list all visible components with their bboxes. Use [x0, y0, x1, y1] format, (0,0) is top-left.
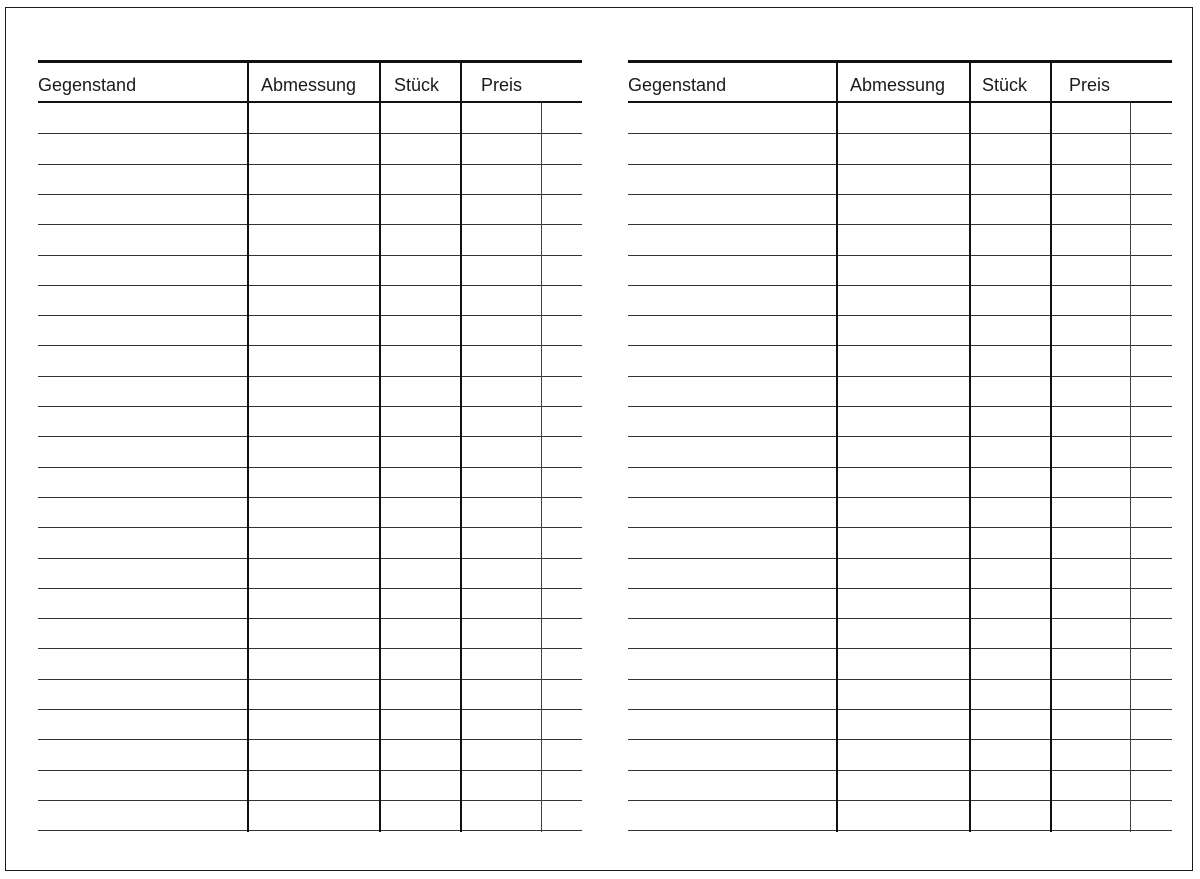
row-rule: [628, 285, 1172, 286]
inventory-form-right: [628, 60, 1172, 831]
row-rule: [628, 194, 1172, 195]
row-rule: [628, 133, 1172, 134]
column-header-preis: Preis: [481, 75, 523, 95]
inventory-form-left: [38, 60, 582, 831]
row-rule: [628, 406, 1172, 407]
row-rule: [38, 224, 582, 225]
row-rule: [628, 830, 1172, 831]
row-rule: [38, 800, 582, 801]
row-rule: [38, 376, 582, 377]
column-header-preis: Preis: [1069, 75, 1111, 95]
row-rule: [628, 255, 1172, 256]
row-rule: [38, 194, 582, 195]
row-rule: [38, 467, 582, 468]
row-rule: [628, 345, 1172, 346]
column-header-gegenstand: Gegenstand: [628, 75, 727, 95]
row-rule: [628, 739, 1172, 740]
row-rule: [628, 618, 1172, 619]
row-rule: [38, 255, 582, 256]
row-rule: [38, 739, 582, 740]
column-divider: [969, 63, 971, 832]
row-rule: [38, 709, 582, 710]
row-rule: [38, 830, 582, 831]
row-rule: [628, 436, 1172, 437]
row-rule: [38, 406, 582, 407]
row-rule: [38, 527, 582, 528]
row-rule: [38, 345, 582, 346]
price-cents-divider: [1130, 103, 1131, 832]
row-rule: [38, 588, 582, 589]
rows-area: [38, 103, 582, 831]
row-rule: [38, 164, 582, 165]
row-rule: [628, 315, 1172, 316]
column-divider: [460, 63, 462, 832]
row-rule: [38, 497, 582, 498]
row-rule: [38, 648, 582, 649]
row-rule: [38, 436, 582, 437]
row-rule: [38, 133, 582, 134]
header-row: [628, 63, 1172, 103]
row-rule: [628, 527, 1172, 528]
row-rule: [628, 558, 1172, 559]
row-rule: [38, 770, 582, 771]
row-rule: [628, 800, 1172, 801]
row-rule: [628, 648, 1172, 649]
row-rule: [38, 315, 582, 316]
column-divider: [1050, 63, 1052, 832]
row-rule: [628, 588, 1172, 589]
price-cents-divider: [541, 103, 542, 832]
row-rule: [628, 709, 1172, 710]
header-row: [38, 63, 582, 103]
row-rule: [628, 770, 1172, 771]
column-header-stueck: Stück: [982, 75, 1028, 95]
row-rule: [38, 285, 582, 286]
column-divider: [379, 63, 381, 832]
rows-area: [628, 103, 1172, 831]
column-header-gegenstand: Gegenstand: [38, 75, 137, 95]
row-rule: [628, 679, 1172, 680]
row-rule: [628, 164, 1172, 165]
column-divider: [836, 63, 838, 832]
column-header-abmessung: Abmessung: [850, 75, 946, 95]
column-header-abmessung: Abmessung: [261, 75, 357, 95]
column-divider: [247, 63, 249, 832]
row-rule: [38, 618, 582, 619]
row-rule: [38, 679, 582, 680]
row-rule: [628, 467, 1172, 468]
row-rule: [628, 376, 1172, 377]
row-rule: [628, 497, 1172, 498]
row-rule: [38, 558, 582, 559]
row-rule: [628, 224, 1172, 225]
column-header-stueck: Stück: [394, 75, 440, 95]
